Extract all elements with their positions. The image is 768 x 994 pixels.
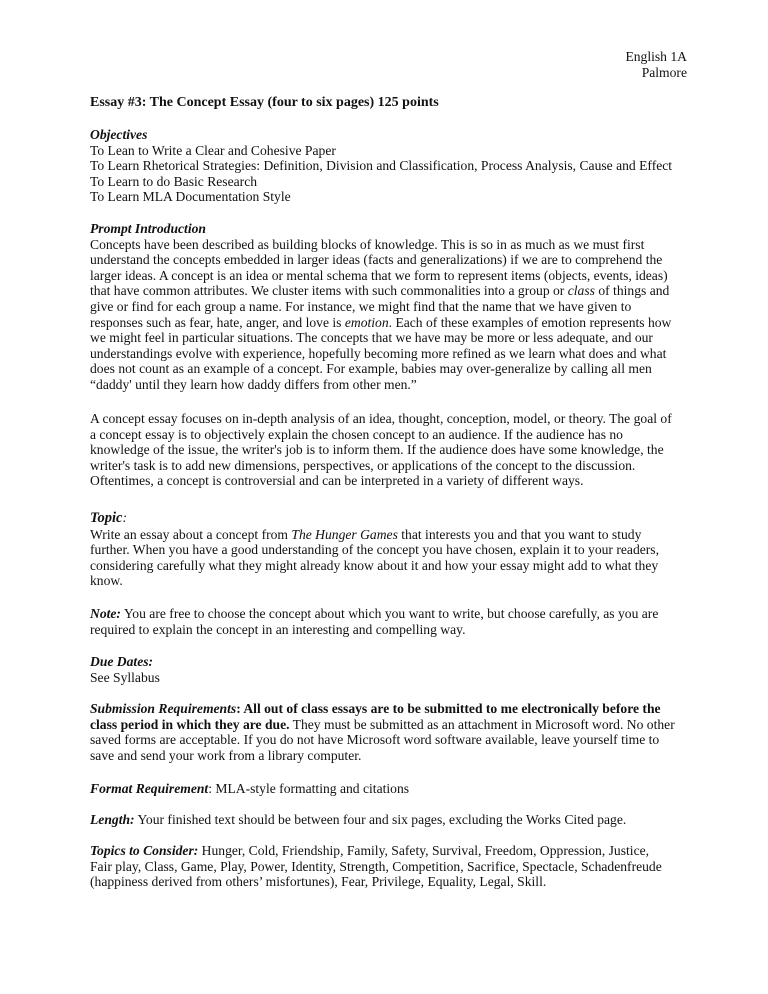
text-run: They must be submitted as an attachment in Microsoft word. No other xyxy=(289,716,675,732)
paragraph-line: save and send your work from a library computer. xyxy=(90,747,362,763)
topic-colon: : xyxy=(122,510,128,525)
paragraph-line: a concept essay is to objectively explain the chosen concept to an audience. If the audience has no xyxy=(90,426,623,442)
topics-label: Topics to Consider: xyxy=(90,843,199,858)
prompt-intro-section xyxy=(90,221,690,393)
emphasis-emotion: emotion xyxy=(344,314,389,330)
note-section xyxy=(90,606,690,637)
paragraph-line: larger ideas. A concept is an idea or mental schema that we form to represent items (objects, events, ideas) xyxy=(90,267,668,283)
page-header xyxy=(625,49,687,81)
paragraph-line: considering carefully what they might already know about it and how your essay might add to what they xyxy=(90,557,659,573)
paragraph-line: required to explain the concept in an interesting and compelling way. xyxy=(90,621,466,637)
objective-item: To Learn Rhetorical Strategies: Definition, Division and Classification, Process Analysis, Cause and Effect xyxy=(90,158,673,174)
paragraph-line: writer's task is to add new dimensions, perspectives, or applications of the concept to the discussion. xyxy=(90,457,636,473)
paragraph-line: understand the concepts embedded in larger ideas (facts and generalizations) if we are to comprehend the xyxy=(90,252,663,268)
paragraph-line xyxy=(90,606,690,622)
paragraph-line: Oftentimes, a concept is controversial and can be interpreted in a variety of different ways. xyxy=(90,473,584,489)
paragraph-line: know. xyxy=(90,573,123,589)
text-run: that interests you and that you want to study xyxy=(397,526,642,542)
text-run: You are free to choose the concept about which you want to write, but choose carefully, as you are xyxy=(120,606,659,621)
text-run: . Each of these examples of emotion represents how xyxy=(388,314,672,330)
paragraph-line xyxy=(90,527,690,543)
text-run: that have common attributes. We cluster items with such commonalities into a group or xyxy=(90,283,565,299)
length-section xyxy=(90,812,690,828)
paragraph-line: give or find for each group a name. For instance, we might find that the name that we have given to xyxy=(90,298,632,314)
paragraph-line xyxy=(90,812,690,828)
topic-section xyxy=(90,510,690,589)
objective-item: To Learn to do Basic Research xyxy=(90,173,258,189)
format-label: Format Requirement xyxy=(90,781,209,796)
text-run: of things and xyxy=(594,283,670,299)
paragraph-line: further. When you have a good understanding of the concept you have chosen, explain it to your readers, xyxy=(90,542,659,558)
due-dates-section xyxy=(90,654,690,685)
format-section xyxy=(90,781,690,797)
instructor-label: Palmore xyxy=(641,65,687,80)
note-label: Note: xyxy=(90,606,121,621)
objectives-heading: Objectives xyxy=(90,127,148,142)
submission-label: Submission Requirements xyxy=(90,701,237,716)
objective-item: To Learn MLA Documentation Style xyxy=(90,189,291,205)
page-title: Essay #3: The Concept Essay (four to six pages) 125 points xyxy=(90,95,439,110)
paragraph-line: understandings evolve with experience, hopefully becoming more refined as we learn what does and what xyxy=(90,345,667,361)
topic-heading-line xyxy=(90,510,690,527)
paragraph-line xyxy=(90,315,690,331)
paragraph-line xyxy=(90,717,690,733)
course-label: English 1A xyxy=(625,49,687,64)
topics-section xyxy=(90,843,690,890)
paragraph-line: (happiness derived from others’ misfortunes), Fear, Privilege, Equality, Legal, Skill. xyxy=(90,874,547,890)
paragraph-line: Fair play, Class, Game, Play, Power, Identity, Strength, Competition, Sacrifice, Spectacle, Schadenfreude xyxy=(90,858,662,874)
length-label: Length: xyxy=(90,812,135,827)
text-run: Write an essay about a concept from xyxy=(90,526,292,542)
objectives-section xyxy=(90,127,690,205)
paragraph-line xyxy=(90,781,690,797)
due-dates-heading: Due Dates: xyxy=(90,654,154,669)
paragraph-line: does not count as an example of a concept. For example, babies may over-generalize by calling all men xyxy=(90,361,652,377)
paragraph-line: we might feel in particular situations. The concepts that we have may be more or less adequate, and our xyxy=(90,330,653,346)
text-run: responses such as fear, hate, anger, and love is xyxy=(90,314,342,330)
paragraph-line: “daddy' until they learn how daddy differs from other men.” xyxy=(90,376,417,392)
prompt-intro-heading: Prompt Introduction xyxy=(90,221,206,236)
paragraph-line: A concept essay focuses on in-depth analysis of an idea, thought, conception, model, or theory. The goal of xyxy=(90,411,672,426)
book-title: The Hunger Games xyxy=(291,526,398,542)
text-run: : MLA-style formatting and citations xyxy=(208,781,410,796)
text-run: : All out of class essays are to be submitted to me electronically before the xyxy=(236,701,661,716)
paragraph-line: knowledge of the issue, the writer's job is to inform them. If the audience does have some knowledge, the xyxy=(90,442,664,458)
topic-heading: Topic xyxy=(90,510,123,526)
paragraph-line xyxy=(90,701,690,717)
objective-item: To Lean to Write a Clear and Cohesive Paper xyxy=(90,142,336,158)
emphasis-class: class xyxy=(567,283,595,299)
concept-paragraph xyxy=(90,411,690,489)
due-dates-value: See Syllabus xyxy=(90,669,160,685)
text-run: Your finished text should be between four and six pages, excluding the Works Cited page. xyxy=(134,812,627,827)
paragraph-line xyxy=(90,843,690,859)
text-run: class period in which they are due. xyxy=(90,716,290,732)
paragraph-line: Concepts have been described as building blocks of knowledge. This is so in as much as we must first xyxy=(90,236,645,252)
text-run: Hunger, Cold, Friendship, Family, Safety, Survival, Freedom, Oppression, Justice, xyxy=(198,843,650,858)
paragraph-line xyxy=(90,283,690,299)
paragraph-line: saved forms are acceptable. If you do not have Microsoft word software available, leave yourself time to xyxy=(90,732,660,748)
submission-section xyxy=(90,701,690,763)
